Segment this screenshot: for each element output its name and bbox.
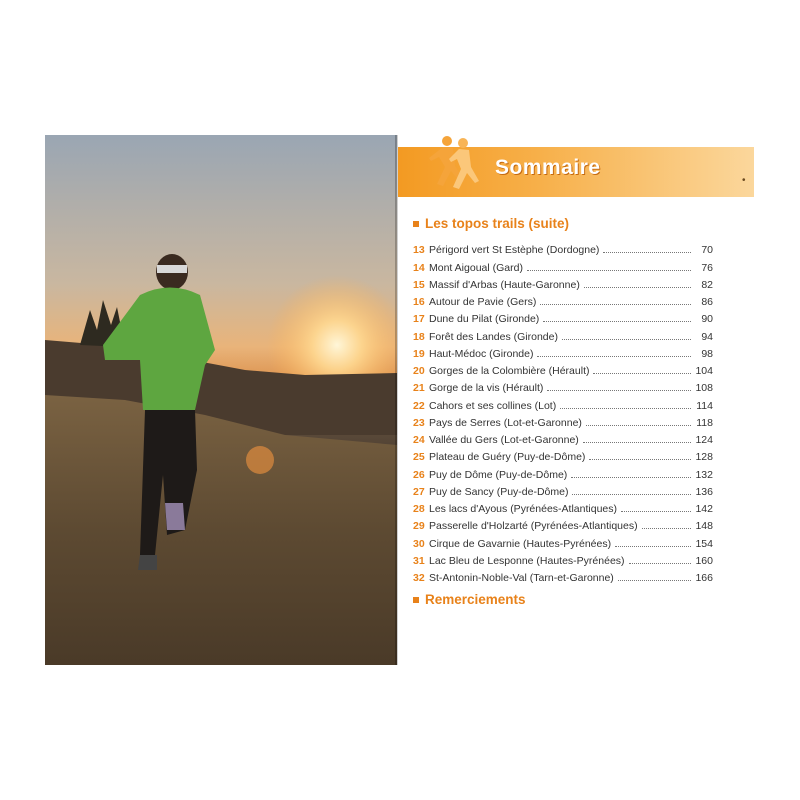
entry-page: 124 xyxy=(695,434,713,446)
entry-number: 26 xyxy=(413,468,425,481)
dot-leader xyxy=(642,528,691,529)
dot-leader xyxy=(584,287,691,288)
entry-page: 128 xyxy=(695,451,713,464)
dot-leader xyxy=(621,511,691,512)
entry-title: Lac Bleu de Lesponne (Hautes-Pyrénées) xyxy=(429,554,625,567)
entry-number: 24 xyxy=(413,434,425,446)
entry-page: 148 xyxy=(695,520,713,533)
entry-number: 15 xyxy=(413,278,425,291)
entry-number: 23 xyxy=(413,416,425,429)
entry-title: Pays de Serres (Lot-et-Garonne) xyxy=(429,416,582,429)
entry-page: 70 xyxy=(701,244,713,257)
entry-page: 154 xyxy=(695,537,713,550)
dot-leader xyxy=(593,373,691,374)
entry-title: Haut-Médoc (Gironde) xyxy=(429,347,534,360)
list-item xyxy=(413,481,713,498)
list-item xyxy=(413,567,713,584)
entry-number: 21 xyxy=(413,382,425,395)
entry-page: 98 xyxy=(701,347,713,360)
entry-title: Passerelle d'Holzarté (Pyrénées-Atlantiques) xyxy=(429,520,638,533)
entry-title: Gorges de la Colombière (Hérault) xyxy=(429,365,590,377)
entry-title: Autour de Pavie (Gers) xyxy=(429,296,537,308)
trail-runner-sunset-photo xyxy=(45,135,397,665)
list-item xyxy=(413,394,713,411)
entry-page: 76 xyxy=(701,261,713,274)
entry-number: 20 xyxy=(413,365,425,377)
entry-page: 94 xyxy=(701,330,713,343)
entry-number: 13 xyxy=(413,244,425,257)
list-item xyxy=(413,515,713,532)
list-item xyxy=(413,256,713,273)
dot-leader xyxy=(572,494,691,495)
entry-number: 25 xyxy=(413,451,425,464)
list-item xyxy=(413,274,713,291)
dot-leader xyxy=(629,563,691,564)
entry-number: 22 xyxy=(413,399,425,412)
dot-leader xyxy=(586,425,691,426)
entry-page: 142 xyxy=(695,503,713,515)
entry-number: 16 xyxy=(413,296,425,308)
dot-leader xyxy=(571,477,691,478)
list-item xyxy=(413,360,713,377)
entry-number: 17 xyxy=(413,313,425,326)
list-item xyxy=(413,550,713,567)
square-bullet-icon xyxy=(413,221,419,227)
dot-leader xyxy=(618,580,691,581)
entry-number: 31 xyxy=(413,554,425,567)
entry-title: Les lacs d'Ayous (Pyrénées-Atlantiques) xyxy=(429,503,617,515)
dot-leader xyxy=(615,546,691,547)
list-item xyxy=(413,343,713,360)
entry-number: 29 xyxy=(413,520,425,533)
entry-number: 14 xyxy=(413,261,425,274)
entry-title: Gorge de la vis (Hérault) xyxy=(429,382,544,395)
dot-leader xyxy=(547,390,691,391)
square-bullet-icon xyxy=(413,597,419,603)
list-item xyxy=(413,239,713,256)
entry-page: 104 xyxy=(695,365,713,377)
page-title: Sommaire xyxy=(495,156,601,179)
dot-leader xyxy=(543,321,691,322)
entry-title: St-Antonin-Noble-Val (Tarn-et-Garonne) xyxy=(429,572,614,584)
dot-leader xyxy=(562,339,691,340)
entry-page: 108 xyxy=(695,382,713,395)
entry-page: 132 xyxy=(695,468,713,481)
entry-title: Mont Aigoual (Gard) xyxy=(429,261,523,274)
section-heading-label: Les topos trails (suite) xyxy=(425,216,570,231)
entry-page: 166 xyxy=(695,572,713,584)
entry-number: 18 xyxy=(413,330,425,343)
list-item xyxy=(413,532,713,549)
entry-title: Massif d'Arbas (Haute-Garonne) xyxy=(429,278,580,291)
entry-page: 114 xyxy=(696,399,713,412)
list-item xyxy=(413,429,713,446)
entry-number: 28 xyxy=(413,503,425,515)
entry-number: 27 xyxy=(413,485,425,498)
entry-title: Forêt des Landes (Gironde) xyxy=(429,330,558,343)
entry-number: 32 xyxy=(413,572,425,584)
dot-leader xyxy=(603,252,691,253)
entry-page: 136 xyxy=(695,485,713,498)
list-item xyxy=(413,377,713,394)
entry-title: Cirque de Gavarnie (Hautes-Pyrénées) xyxy=(429,537,612,550)
entry-title: Plateau de Guéry (Puy-de-Dôme) xyxy=(429,451,586,464)
runners-icon xyxy=(425,131,485,206)
section-heading-thanks xyxy=(413,592,526,607)
dot-leader xyxy=(527,270,691,271)
entry-title: Vallée du Gers (Lot-et-Garonne) xyxy=(429,434,579,446)
entry-title: Dune du Pilat (Gironde) xyxy=(429,313,540,326)
entry-page: 86 xyxy=(701,296,713,308)
list-item xyxy=(413,463,713,480)
dot-leader xyxy=(560,408,691,409)
list-item xyxy=(413,446,713,463)
entry-number: 19 xyxy=(413,347,425,360)
dot-leader xyxy=(537,356,691,357)
list-item xyxy=(413,325,713,342)
entry-title: Puy de Dôme (Puy-de-Dôme) xyxy=(429,468,568,481)
list-item xyxy=(413,412,713,429)
entry-page: 82 xyxy=(701,278,713,291)
section-heading xyxy=(413,216,569,231)
entry-page: 118 xyxy=(696,416,713,429)
dot-leader xyxy=(540,304,691,305)
list-item xyxy=(413,291,713,308)
list-item xyxy=(413,498,713,515)
entry-title: Cahors et ses collines (Lot) xyxy=(429,399,557,412)
section-heading-label: Remerciements xyxy=(425,592,526,607)
list-item xyxy=(413,308,713,325)
entry-page: 160 xyxy=(695,554,713,567)
entry-title: Périgord vert St Estèphe (Dordogne) xyxy=(429,244,600,257)
contents-list xyxy=(413,239,713,584)
entry-title: Puy de Sancy (Puy-de-Dôme) xyxy=(429,485,569,498)
entry-number: 30 xyxy=(413,537,425,550)
dot-leader xyxy=(589,459,691,460)
decorative-mark: • xyxy=(742,175,746,186)
entry-page: 90 xyxy=(701,313,713,326)
dot-leader xyxy=(583,442,691,443)
